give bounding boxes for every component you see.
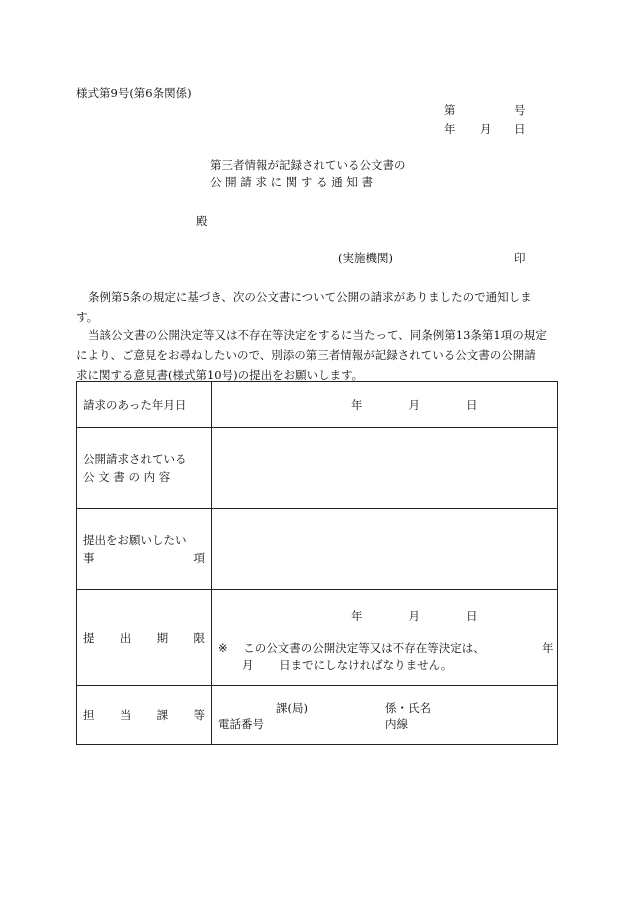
staff-name-label: 係・氏名 — [385, 701, 431, 715]
requested-items-label-line2 — [83, 549, 205, 567]
request-date-day: 日 — [466, 397, 478, 412]
request-date-value — [212, 382, 558, 428]
body-paragraph-2 — [76, 325, 558, 385]
deadline-month: 月 — [408, 609, 420, 623]
date-year: 年 — [444, 122, 456, 136]
staff-value — [212, 686, 558, 745]
body-paragraph-1 — [76, 287, 558, 327]
staff-extension-label: 内線 — [385, 717, 408, 731]
row-request-date — [77, 382, 558, 428]
deadline-note-line2: 日までにしなければなりません。 — [279, 658, 453, 672]
body-p2-line2: により、ご意見をお尋ねしたいので、別添の第三者情報が記録されている公文書の公開請 — [76, 348, 536, 362]
requested-items-label-char-2: 項 — [193, 551, 205, 565]
deadline-label-char-2: 出 — [119, 630, 132, 645]
request-date-label: 請求のあった年月日 — [77, 382, 212, 428]
document-contents-label — [77, 428, 212, 509]
deadline-label-char-1: 提 — [83, 630, 95, 645]
staff-label — [77, 686, 212, 745]
requested-items-label-char-1: 事 — [83, 551, 95, 565]
date-month: 月 — [480, 122, 492, 136]
staff-label-char-4: 等 — [193, 708, 205, 722]
deadline-label-char-3: 期 — [156, 630, 169, 645]
notice-table — [76, 381, 558, 745]
staff-label-char-3: 課 — [156, 708, 169, 722]
row-deadline — [77, 590, 558, 686]
row-requested-items — [77, 509, 558, 590]
staff-label-char-2: 当 — [119, 708, 132, 722]
document-contents-label-line1: 公開請求されている — [83, 452, 187, 466]
body-p1-line2: す。 — [76, 310, 99, 324]
requested-items-value — [212, 509, 558, 590]
staff-division: 課(局) — [276, 701, 308, 715]
doc-number-suffix: 号 — [514, 103, 526, 117]
deadline-value — [212, 590, 558, 686]
body-p2-line1: 当該公文書の公開決定等又は不存在等決定をするに当たって、同条例第13条第1項の規定 — [88, 328, 547, 342]
date-day: 日 — [514, 122, 526, 136]
body-p1-line1: 条例第5条の規定に基づき、次の公文書について公開の請求がありましたので通知しま — [88, 290, 532, 304]
title-line-2: 公 開 請 求 に 関 す る 通 知 書 — [210, 175, 374, 189]
deadline-note-line1: この公文書の公開決定等又は不存在等決定は、 — [243, 641, 485, 655]
deadline-note-year: 年 — [542, 641, 554, 655]
seal-mark: 印 — [514, 251, 526, 265]
document-contents-label-line2: 公 文 書 の 内 容 — [83, 470, 171, 484]
addressee-suffix: 殿 — [196, 214, 208, 228]
staff-phone-label: 電話番号 — [218, 717, 264, 731]
row-staff — [77, 686, 558, 745]
deadline-note — [218, 640, 557, 674]
deadline-note-month: 月 — [242, 658, 254, 672]
deadline-year: 年 — [351, 609, 363, 623]
deadline-label-char-4: 限 — [193, 630, 205, 645]
staff-label-char-1: 担 — [83, 708, 95, 722]
deadline-day: 日 — [466, 609, 478, 623]
deadline-note-mark: ※ — [218, 641, 228, 655]
request-date-month: 月 — [408, 397, 420, 412]
doc-number-prefix: 第 — [444, 103, 456, 117]
document-contents-value — [212, 428, 558, 509]
title-line-1: 第三者情報が記録されている公文書の — [210, 158, 406, 172]
row-document-contents — [77, 428, 558, 509]
issuer-label: (実施機関) — [338, 251, 393, 265]
requested-items-label — [77, 509, 212, 590]
body-p2-line3: 求に関する意見書(様式第10号)の提出をお願いします。 — [76, 368, 364, 382]
form-number: 様式第9号(第6条関係) — [76, 86, 192, 100]
requested-items-label-line1: 提出をお願いしたい — [83, 533, 187, 547]
deadline-label — [77, 590, 212, 686]
request-date-year: 年 — [351, 397, 363, 412]
